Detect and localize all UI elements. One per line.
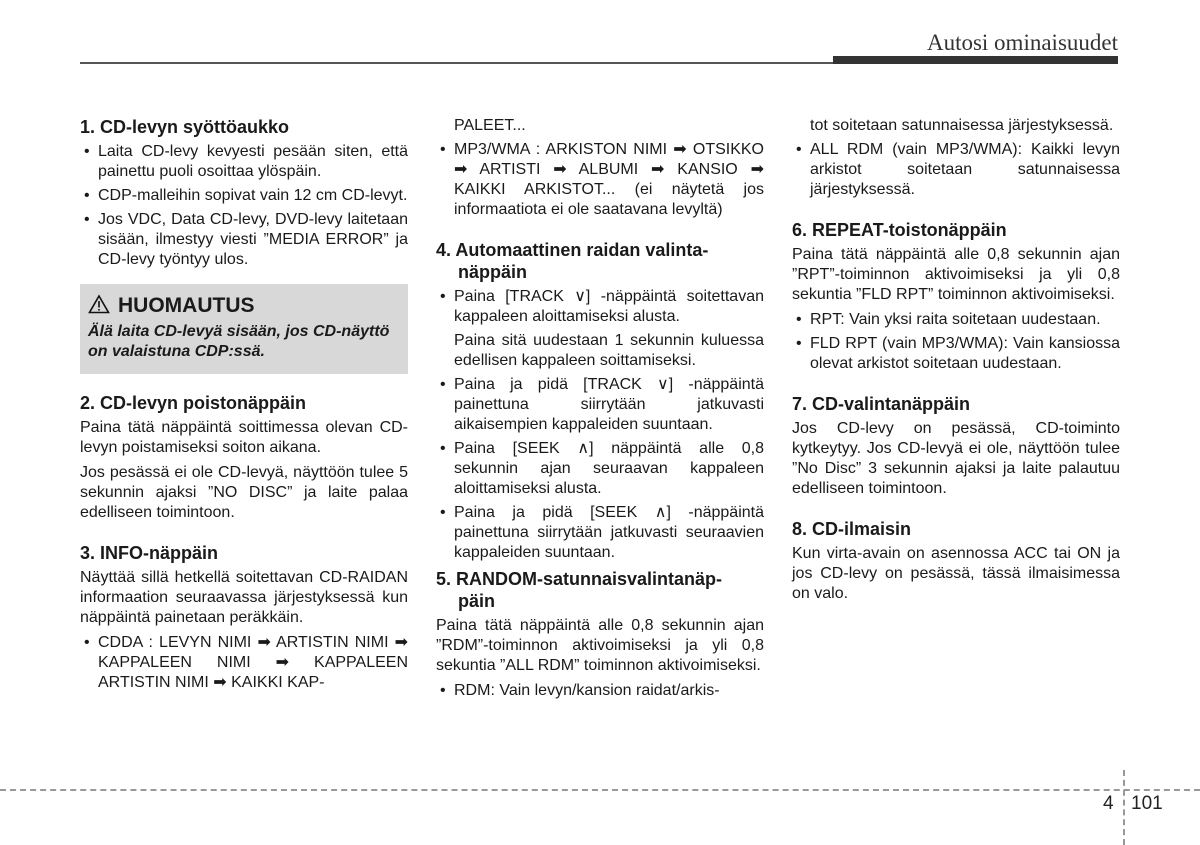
list-item-continuation: tot soitetaan satunnaisessa järjestyksessä. bbox=[810, 117, 1114, 134]
bullet-list bbox=[792, 310, 1120, 374]
list-item: • Paina [SEEK ∧] näppäintä alle 0,8 sekunnin ajan seuraavan kappaleen aloittamiseksi alusta. bbox=[436, 439, 764, 499]
heading-line: 5. RANDOM-satunnaisvalintanäp- bbox=[436, 569, 723, 589]
bullet-list bbox=[436, 287, 764, 563]
list-item: • Paina ja pidä [SEEK ∧] -näppäintä painettuna siirrytään jatkuvasti seuraavien kappaleiden suuntaan. bbox=[436, 503, 764, 563]
bullet-list bbox=[792, 116, 1120, 200]
list-item: • MP3/WMA : ARKISTON NIMI ➡ OTSIKKO ➡ ARTISTI ➡ ALBUMI ➡ KANSIO ➡ KAIKKI ARKISTOT... (ei näytetä jos informaatiota ei ole saatavana levyltä) bbox=[436, 140, 764, 220]
column-3 bbox=[792, 116, 1120, 609]
list-item-continuation: Paina sitä uudestaan 1 sekunnin kuluessa edellisen kappaleen soittamiseksi. bbox=[454, 332, 764, 369]
section-heading-1: 1. CD-levyn syöttöaukko bbox=[80, 117, 290, 137]
header-bar bbox=[833, 56, 1118, 64]
section-heading-5 bbox=[436, 568, 764, 612]
paragraph: Jos pesässä ei ole CD-levyä, näyttöön tulee 5 sekunnin ajaksi ”NO DISC” ja laite palaa edelliseen toimintoon. bbox=[80, 464, 408, 521]
list-item: • Laita CD-levy kevyesti pesään siten, että painettu puoli osoittaa ylöspäin. bbox=[80, 142, 408, 182]
paragraph: Paina tätä näppäintä alle 0,8 sekunnin ajan ”RPT”-toiminnon aktivoimiseksi ja yli 0,8 sekuntia ”FLD RPT” toiminnon aktivoimiseksi. bbox=[792, 246, 1120, 303]
list-item-continuation: PALEET... bbox=[454, 117, 526, 134]
section-heading-2: 2. CD-levyn poistonäppäin bbox=[80, 393, 307, 413]
section-heading-3: 3. INFO-näppäin bbox=[80, 543, 219, 563]
section-heading-6: 6. REPEAT-toistonäppäin bbox=[792, 220, 1007, 240]
column-2 bbox=[436, 116, 764, 706]
bullet-list bbox=[436, 681, 764, 701]
footer-divider bbox=[1123, 770, 1125, 845]
paragraph: Paina tätä näppäintä soittimessa olevan CD-levyn poistamiseksi soiton aikana. bbox=[80, 419, 408, 456]
heading-line: näppäin bbox=[458, 262, 528, 282]
list-item: • RPT: Vain yksi raita soitetaan uudestaan. bbox=[792, 310, 1120, 330]
page-number: 101 bbox=[1131, 793, 1163, 814]
paragraph: Paina tätä näppäintä alle 0,8 sekunnin ajan ”RDM”-toiminnon aktivoimiseksi ja yli 0,8 sekuntia ”ALL RDM” toiminnon aktivoimiseksi. bbox=[436, 617, 764, 674]
section-heading-4 bbox=[436, 239, 764, 283]
heading-line: 4. Automaattinen raidan valinta- bbox=[436, 240, 709, 260]
section-title: Autosi ominaisuudet bbox=[926, 30, 1118, 55]
list-item: • FLD RPT (vain MP3/WMA): Vain kansiossa olevat arkistot soitetaan uudestaan. bbox=[792, 334, 1120, 374]
list-item: • ALL RDM (vain MP3/WMA): Kaikki levyn arkistot soitetaan satunnaisessa järjestyksessä. bbox=[792, 140, 1120, 200]
paragraph: Näyttää sillä hetkellä soitettavan CD-RAIDAN informaation seuraavassa järjestyksessä kun näppäintä painetaan peräkkäin. bbox=[80, 569, 408, 626]
list-item: • Paina ja pidä [TRACK ∨] -näppäintä painettuna siirrytään jatkuvasti aikaisempien kappaleiden suuntaan. bbox=[436, 375, 764, 435]
section-heading-7: 7. CD-valintanäppäin bbox=[792, 394, 971, 414]
warning-header bbox=[88, 294, 400, 318]
list-item: • Paina [TRACK ∨] -näppäintä soitettavan kappaleen aloittamiseksi alusta. bbox=[436, 287, 764, 327]
section-heading-8: 8. CD-ilmaisin bbox=[792, 519, 912, 539]
chapter-number: 4 bbox=[1103, 793, 1114, 814]
list-item: • RDM: Vain levyn/kansion raidat/arkis- bbox=[436, 681, 764, 701]
paragraph: Kun virta-avain on asennossa ACC tai ON ja jos CD-levy on pesässä, tässä ilmaisimessa on valo. bbox=[792, 545, 1120, 602]
warning-box bbox=[80, 284, 408, 374]
bullet-list bbox=[80, 142, 408, 270]
warning-title: HUOMAUTUS bbox=[118, 294, 255, 317]
column-1 bbox=[80, 116, 408, 698]
warning-triangle-icon bbox=[88, 294, 110, 318]
list-item: • CDP-malleihin sopivat vain 12 cm CD-levyt. bbox=[80, 186, 408, 206]
list-item: • Jos VDC, Data CD-levy, DVD-levy laitetaan sisään, ilmestyy viesti ”MEDIA ERROR” ja CD-levy työntyy ulos. bbox=[80, 210, 408, 270]
bullet-list bbox=[436, 116, 764, 220]
paragraph: Jos CD-levy on pesässä, CD-toiminto kytkeytyy. Jos CD-levyä ei ole, näyttöön tulee ”No Disc” 3 sekunnin ajaksi ja laite palautuu edelliseen toimintoon. bbox=[792, 420, 1120, 497]
footer-rule bbox=[0, 789, 1200, 791]
bullet-list bbox=[80, 633, 408, 693]
list-item: • CDDA : LEVYN NIMI ➡ ARTISTIN NIMI ➡ KAPPALEEN NIMI ➡ KAPPALEEN ARTISTIN NIMI ➡ KAIKKI KAP- bbox=[80, 633, 408, 693]
heading-line: päin bbox=[458, 591, 496, 611]
warning-text: Älä laita CD-levyä sisään, jos CD-näyttö on valaistuna CDP:ssä. bbox=[88, 323, 390, 360]
